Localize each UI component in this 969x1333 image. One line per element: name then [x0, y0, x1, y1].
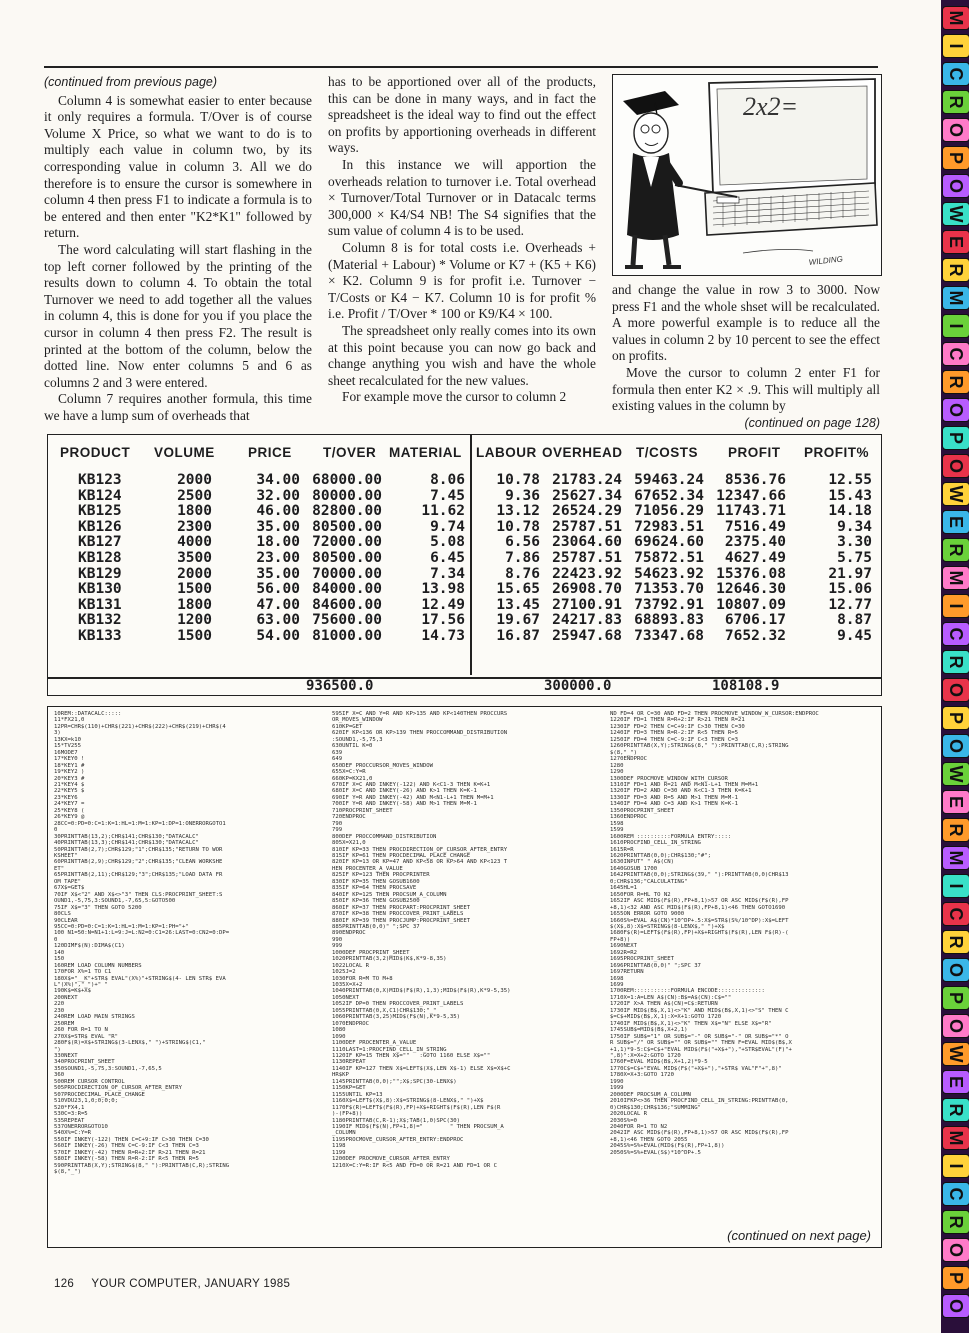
- banner-letter: O: [942, 734, 969, 758]
- table-cell: 19.67: [496, 612, 540, 629]
- table-cell: 12347.66: [716, 487, 786, 504]
- column-profit: [704, 473, 786, 645]
- table-cell: 25787.51: [552, 549, 622, 566]
- table-cell: 12.77: [828, 596, 872, 613]
- column-labour: [478, 473, 540, 645]
- column-overhead: [540, 473, 622, 645]
- table-cell: 26908.70: [552, 581, 622, 598]
- banner-letter: O: [942, 174, 969, 198]
- table-cell: KB129: [78, 565, 122, 582]
- table-cell: 1200: [177, 612, 212, 629]
- magazine-issue: YOUR COMPUTER, JANUARY 1985: [91, 1278, 291, 1290]
- banner-letter: R: [942, 90, 969, 114]
- table-cell: 15.43: [828, 487, 872, 504]
- table-cell: 84600.00: [312, 596, 382, 613]
- table-cell: 35.00: [256, 518, 300, 535]
- table-cell: 21783.24: [552, 472, 622, 488]
- table-cell: 54.00: [256, 627, 300, 644]
- table-cell: 8536.76: [724, 472, 786, 488]
- header-volume: VOLUME: [154, 445, 215, 460]
- listing-column-3: ND FD=4 OR C=30 AND FD=2 THEN PROCMOVE_WINDOW_W_CURSOR:ENDPROC 1220IF FD=1 THEN R=R+2:IF R>21 THEN R=21 1230IF FD=2 THEN C=C+9:IF C>30 THEN C=30 1240IF FD=3 THEN R=R-2:IF R<5 THEN R=5 1250IF FD=4 THEN C=C-9:IF C<3 THEN C=3 1260PRINTTAB(X,Y);STRING$(8," "):PRINTTAB(C,R);STRING $(8,"_") 1270ENDPROC 1280 1290 1300DEF PROCMOVE_WINDOW_WITH_CURSOR 1310IF FD=1 AND R=21 AND M<N1-L+1 THEN M=M+1 1320IF FD=2 AND C=30 AND K<C1-3 THEN K=K+1 1330IF FD=3 AND R=5 AND M>1 THEN M=M-1 1340IF FD=4 AND C=3 AND K>1 THEN K=K-1 1350PROCPRINT_SHEET 1360ENDPROC 1598 1599 1600REM ::::::::::FORMULA ENTRY::::: 1610PROCFIND_CELL_IN_STRING 1615R=R 1620PRINTTAB(0,0);CHR$130;"#"; 1630INPUT" " A$(CN) 1640GOSUB 1700 1642PRINTTAB(0,0);STRING$(39," "):PRINTTAB(0,0)CHR$13 0;CHR$136;"CALCULATING" 1645HL=1 1650FOR R=HL TO N2 1652IF ASC MID$(F$(R),FP+8,1)>57 OR ASC MID$(F$(R),FP +8,1)<32 AND ASC MID$(F$(R),FP+8,1)<46 THEN GOTO1690 1655ON ERROR GOTO 9000 1660S%=EVAL A$(CN)*10^DP+.5:X$=STR$(S%/10^DP):X$=LEFT $(X$,8):X$=STRING$(8-LENX$," ")+X$ 1680F$(R)=LEFT$(F$(R),FP)+X$+RIGHT$(F$(R),LEN F$(R)-( FP+8)) 1690NEXT 1692R=R2 1695PROCPRINT_SHEET 1696PRINTTAB(0,0)" ";SPC 37 1697RETURN 1698 1699 1700REM:::::::::::FORMULA ENCODE:::::::::::::: 1710X=1:A=LEN A$(CN):B$=A$(CN):C$="" 1720IF X>A THEN A$(CN)=C$:RETURN 1730IF MID$(B$,X,1)<>"K" AND MID$(B$,X,1)<>"S" THEN C $=C$+MID$(B$,X,1):X=X+1:GOTO 1720 1740IF MID$(B$,X,1)<>"K" THEN X$="N" ELSE X$="R" 1745SUB$=MID$(B$,X+2,1) 1750IF SUB$="1" OR SUB$="-" OR SUB$="-" OR SUB$="*" O R SUB$="/" OR SUB$="" OR SUB$="" THEN F=EVAL MID$(B$,X +1,1)*9-5:C$=C$+"EVAL MID$(F$("+X$+"),"+STR$EVAL"(F)"+ ",8)":X=X+2:GOTO 1720 1760F=EVAL MID$(B$,X+1,2)*9-5 1770C$=C$+"EVAL MID$(F$("+X$+"),"+STR$ VAL"F"+",8)" 1780X=X+3:GOTO 1720 1990 1999 2000DEF PROCSUM_A_COLUMN 2010IFKP<>36 THEN PROCFIND_CELL_IN_STRING:PRINTTAB(0, 0)CHR$130;CHR$136;"SUMMING" 2020LOCAL R 2030S%=0 2040FOR R=1 TO N2 2042IF ASC MID$(F$(R),FP+8,1)>57 OR ASC MID$(F$(R),FP +8,1)<46 THEN GOTO 2055 2045S%=S%+EVAL(MID$(F$(R),FP+1,8)) 2050S%=S%+EVAL(S$)*10^DP+.5: [610, 711, 819, 1156]
- table-cell: 54623.92: [634, 565, 704, 582]
- article-column-1: [44, 74, 312, 424]
- table-cell: 72983.51: [634, 518, 704, 535]
- table-cell: 7.45: [430, 487, 465, 504]
- banner-letter: I: [942, 314, 969, 338]
- table-cell: 75872.51: [634, 549, 704, 566]
- table-cell: 12646.30: [716, 581, 786, 598]
- article-column-2: [328, 74, 596, 406]
- paragraph: Move the cursor to column 2 enter F1 for formula then enter K2 × .9. This will multiply all existing values in the column by: [612, 364, 880, 414]
- table-cell: 25947.68: [552, 627, 622, 644]
- banner-letter: O: [942, 454, 969, 478]
- column-profit-pct: [800, 473, 872, 645]
- table-cell: 35.00: [256, 565, 300, 582]
- table-cell: 80500.00: [312, 549, 382, 566]
- table-cell: 3500: [177, 549, 212, 566]
- table-cell: 2500: [177, 487, 212, 504]
- paragraph: In this instance we will apportion the overheads relation to turnover i.e. Total overhead × Turnover/Total Turnover or in Datacalc terms 300,000 × K4/S4 NB! The S4 signifies that the sum value of column 4 is to be used.: [328, 156, 596, 239]
- column-divider: [470, 435, 472, 675]
- paragraph: Column 4 is somewhat easier to enter because it only requires a formula. T/Over is of course Volume X Price, so what we want to do is to multiply each value in column two, by its corresponding value in column 3. All we do therefore is to ensure the cursor is somewhere in column 4 then press F1 to indicate a formula is to be entered and then enter "K2*K1" followed by return.: [44, 92, 312, 241]
- table-cell: 6.56: [505, 534, 540, 551]
- banner-letter: R: [942, 1098, 969, 1122]
- table-cell: KB133: [78, 627, 122, 644]
- banner-letter: O: [942, 398, 969, 422]
- table-cell: 13.98: [421, 581, 465, 598]
- table-cell: 23.00: [256, 549, 300, 566]
- table-cell: 6706.17: [724, 612, 786, 629]
- article-column-3: [612, 282, 880, 431]
- paragraph: The spreadsheet only really comes into its own at this point because you can now go back and change anything you wish and have the whole sheet recalculated for the new values.: [328, 322, 596, 388]
- table-cell: 8.06: [430, 472, 465, 488]
- header-material: MATERIAL: [389, 445, 462, 460]
- table-cell: 7652.32: [724, 627, 786, 644]
- page-number: 126: [54, 1278, 75, 1290]
- table-cell: 9.36: [505, 487, 540, 504]
- table-cell: 6.45: [430, 549, 465, 566]
- banner-letter: W: [942, 762, 969, 786]
- table-cell: 56.00: [256, 581, 300, 598]
- header-tcosts: T/COSTS: [636, 445, 699, 460]
- paragraph: The word calculating will start flashing in the top left corner followed by the printing of the results down to column 4. To obtain the total Turnover we need to add together all the values in column 4, this is done for you if you place the cursor in column 4 then press F2. The result is printed at the bottom of the column, below the dotted line. Now enter columns 5 and 6 as columns 2 and 3 were entered.: [44, 241, 312, 390]
- table-cell: 80500.00: [312, 518, 382, 535]
- table-cell: 16.87: [496, 627, 540, 644]
- continued-from-note: (continued from previous page): [44, 75, 218, 89]
- continued-on-note: (continued on page 128): [744, 415, 880, 430]
- paragraph: Column 7 requires another formula, this time we have a lump sum of overheads that: [44, 391, 312, 423]
- banner-letter: R: [942, 538, 969, 562]
- table-cell: KB125: [78, 503, 122, 520]
- table-cell: 4627.49: [724, 549, 786, 566]
- header-profit-pct: PROFIT%: [804, 445, 870, 460]
- screen-text: 2x2=: [743, 92, 799, 121]
- banner-letter: P: [942, 426, 969, 450]
- table-cell: 46.00: [256, 503, 300, 520]
- banner-letter: C: [942, 342, 969, 366]
- table-cell: 84000.00: [312, 581, 382, 598]
- banner-letter: C: [942, 1182, 969, 1206]
- banner-letter: M: [942, 6, 969, 30]
- table-cell: 3.30: [837, 534, 872, 551]
- table-cell: 25627.34: [552, 487, 622, 504]
- table-cell: 69624.60: [634, 534, 704, 551]
- table-cell: 21.97: [828, 565, 872, 582]
- table-cell: 11.62: [421, 503, 465, 520]
- banner-letter: O: [942, 1238, 969, 1262]
- page-footer: [54, 1278, 304, 1290]
- table-cell: 75600.00: [312, 612, 382, 629]
- table-cell: 71056.29: [634, 503, 704, 520]
- table-cell: 13.12: [496, 503, 540, 520]
- table-cell: 11743.71: [716, 503, 786, 520]
- artist-signature: WILDING: [808, 254, 844, 267]
- listing-column-2: 595IF X=C AND Y=R AND KP>135 AND KP<140THEN PROCCURS OR_MOVES_WINDOW 610KP=GET 620IF KP<136 OR KP>139 THEN PROCCOMMAND_DISTRIBUTION :SOUND1,-5,75,3 630UNTIL K=0 639 649 650DEF PROCCURSOR_MOVES_WINDOW 655X=C:Y=R 660KP=KX21,0 670IF X=C AND INKEY(-122) AND K<C1-3 THEN K=K+1 680IF X=C AND INKEY(-26) AND K>1 THEN K=K-1 690IF Y=R AND INKEY(-42) AND M<N1-L+1 THEN M=M+1 700IF Y=R AND INKEY(-58) AND M>1 THEN M=M-1 710PROCPRINT_SHEET 720ENDPROC 790 799 800DEF PROCCOMMAND_DISTRIBUTION 805X=X21,0 810IF KP=33 THEN PROCDIRECTION_OF_CURSOR_AFTER_ENTRY 815IF KP=61 THEN PROCDECIMAL_PLACE_CHANGE 820IF KP=13 OR KP=47 AND KP<58 OR KP>64 AND KP<123 T HEN PROCENTER_A_VALUE 825IF KP=123 THEN PROCPRINTER 830IF KP=35 THEN GOSUB1600 835IF KP=64 THEN PROCSAVE 840IF KP=125 THEN PROCSUM_A_COLUMN 850IF KP=36 THEN GOSUB2500 860IF KP=37 THEN PROCPART:PROCPRINT_SHEET 870IF KP=38 THEN PROCCOVER_PRINT_LABELS 880IF KP=39 THEN PROCJUMP:PROCPRINT_SHEET 885PRINTTAB(0,0)" ";SPC 37 890ENDPROC 990 999 1000DEF PROCPRINT_SHEET 1020PRINTTAB(3,2)MID$(K$,K*9-8,35) 1022LOCAL R 1025J=2 1030FOR R=M TO M+8 1035X=X+2 1040PRINTTAB(0,X)MID$(F$(R),1,3);MID$(F$(R),K*9-5,35) 1050NEXT 1052IF DP=0 THEN PROCCOVER_PRINT_LABELS 1055PRINTTAB(0,X,C1)CHR$130;"_" 1060PRINTTAB(3,25)MID$(F$(N),K*9-5,35) 1070ENDPROC 1080 1090 1100DEF PROCENTER_A_VALUE 1110LAST=1:PROCFIND_CELL_IN_STRING 1120IF KP=15 THEN X$="" :GOTO 1160 ELSE X$="" 1130REPEAT 1140IF KP=127 THEN X$=LEFT$(X$,LEN X$-1) ELSE X$=X$+C HR$KP 1145PRINTTAB(0,0);"";X$;SPC(30-LENX$) 1150KP=GET 1155UNTIL KP=13 1160X$=LEFT$(X$,8):X$=STRING$(8-LENX$," ")+X$ 1170F$(R)=LEFT$(F$(R),FP)+X$+RIGHT$(F$(R),LEN F$(R )-(FP+8)) 1180PRINTTAB(C,R-1);X$;TAB(1,0)SPC(30) 1190IF MID$(F$(N),FP+1,8)=" " THEN PROCSUM_A _COLUMN 1195PROCMOVE_CURSOR_AFTER_ENTRY:ENDPROC 1198 1199 1200DEF PROCMOVE_CURSOR_AFTER_ENTRY 1210X=C:Y=R:IF R<5 AND FD=0 OR R=21 AND FD=1 OR C: [332, 711, 511, 1169]
- banner-letter: I: [942, 594, 969, 618]
- banner-letter: R: [942, 930, 969, 954]
- banner-letter: R: [942, 1210, 969, 1234]
- table-cell: 10.78: [496, 518, 540, 535]
- table-cell: 67652.34: [634, 487, 704, 504]
- banner-letter: O: [942, 118, 969, 142]
- table-cell: 10.78: [496, 472, 540, 488]
- banner-letter: R: [942, 258, 969, 282]
- micropower-side-banner: [941, 0, 969, 1333]
- table-cell: 32.00: [256, 487, 300, 504]
- table-cell: 12.49: [421, 596, 465, 613]
- column-price: [236, 473, 300, 645]
- table-cell: KB132: [78, 612, 122, 629]
- table-cell: 14.73: [421, 627, 465, 644]
- table-cell: 15376.08: [716, 565, 786, 582]
- banner-letter: C: [942, 62, 969, 86]
- paragraph: Column 8 is for total costs i.e. Overheads + (Material + Labour) * Volume or K7 + (K5 + K6) × K2. Column 9 is for profit i.e. Turnover − T/Costs or K4 − K7. Column 10 is for profit % i.e. Profit / T/Over * 100 or K9/K4 × 100.: [328, 239, 596, 322]
- total-overhead: 300000.0: [544, 678, 612, 694]
- table-cell: 10807.09: [716, 596, 786, 613]
- table-cell: 82800.00: [312, 503, 382, 520]
- table-cell: 8.87: [837, 612, 872, 629]
- table-cell: 13.45: [496, 596, 540, 613]
- table-cell: 1800: [177, 503, 212, 520]
- paragraph: and change the value in row 3 to 3000. Now press F1 and the whole shset will be recalculated. A more powerful example is to reduce all the values in column 2 by 10 percent to see the effect on profits.: [612, 282, 880, 364]
- table-cell: 68000.00: [312, 472, 382, 488]
- header-tover: T/OVER: [323, 445, 377, 460]
- table-cell: 14.18: [828, 503, 872, 520]
- banner-letter: W: [942, 202, 969, 226]
- table-cell: KB131: [78, 596, 122, 613]
- banner-letter: R: [942, 370, 969, 394]
- table-cell: 1500: [177, 627, 212, 644]
- table-cell: 59463.24: [634, 472, 704, 488]
- table-cell: 23064.60: [552, 534, 622, 551]
- banner-letter: O: [942, 678, 969, 702]
- total-tover: 936500.0: [306, 678, 374, 694]
- table-cell: 24217.83: [552, 612, 622, 629]
- table-cell: KB128: [78, 549, 122, 566]
- table-cell: 2375.40: [724, 534, 786, 551]
- table-cell: 15.65: [496, 581, 540, 598]
- spreadsheet-table: [47, 434, 882, 696]
- table-cell: 2300: [177, 518, 212, 535]
- column-tover: [300, 473, 382, 645]
- banner-letter: R: [942, 650, 969, 674]
- header-profit: PROFIT: [728, 445, 781, 460]
- table-cell: 1800: [177, 596, 212, 613]
- banner-letter: O: [942, 1294, 969, 1318]
- banner-letter: C: [942, 622, 969, 646]
- table-cell: 68893.83: [634, 612, 704, 629]
- header-overhead: OVERHEAD: [542, 445, 623, 460]
- banner-letter: E: [942, 230, 969, 254]
- table-cell: 80000.00: [312, 487, 382, 504]
- listing-column-1: 10REM::DATACALC::::: 11*FX21,0 12PR=CHR$(110)+CHR$(221)+CHR$(222)+CHR$(219)+CHR$(4 3) 13KX=k10 15*TV255 16MODE7 17*KEY0 ! 18*KEY1 # 19*KEY2 ) 20*KEY3 # 21*KEY4 $ 22*KEY5 $ 23*KEY6 24*KEY7 = 25*KEY8 ( 26*KEY9 @ 28CC=0:PD=0:C=1:K=1:HL=1:M=1:KP=1:DP=1:ONERRORGOTO1 0 30PRINTTAB(13,2);CHR$141;CHR$130;"DATACALC" 40PRINTTAB(13,3);CHR$141;CHR$130;"DATACALC" 50PRINTTAB(2,7);CHR$129;"1";CHR$135;"RETURN TO WOR KSHEET" 60PRINTTAB(2,9);CHR$129;"2";CHR$135;"CLEAN WORKSHE ET" 65PRINTTAB(2,11);CHR$129;"3";CHR$135;"LOAD DATA FR OM TAPE" 67X$=GET$ 70IF X$<"2" AND X$<>"3" THEN CLS:PROCPRINT_SHEET:S OUND1,-5,75,3:SOUND1,-7,65,5:GOTO500 75IF X$="3" THEN GOTO 5200 80CLS 90CLEAR 95CC=0:PD=0:C=1:K=1:HL=1:M=1:KP=1:PH="+" 100 N1=50:N=N1+1:L=9:J=L:N2=0:C1=26:LAST=0:CN2=0:DP= 0 120DIMF$(N):DIMA$(C1) 140 150 160REM LOAD COLUMN NUMBERS 170FOR X%=1 TO C1 180X$="__K"+STR$ EVAL"(X%)"+STRING$(4- LEN STR$ EVA L"(X%)","_")+" " 190K$=K$+X$ 200NEXT 220 230 240REM LOAD MAIN STRINGS 250REM 260 FOR R=1 TO N 270X$=STR$ EVAL "R" 280F$(R)=X$+STRING$(3-LENX$," ")+STRING$(C1," ") 330NEXT 340PROCPRINT_SHEET 350SOUND1,-5,75,3:SOUND1,-7,65,5 360 500REM CURSOR CONTROL 505PROCDIRECTION_OF_CURSOR_AFTER_ENTRY 507PROCDECIMAL_PLACE_CHANGE 510VDU23,1,0;0;0;0; 520*FX4,1 530C=3:R=5 535REPEAT 537ONERRORGOTO10 540X%=C:Y=R 550IF INKEY(-122) THEN C=C+9:IF C>30 THEN C=30 560IF INKEY(-26) THEN C=C-9:IF C<3 THEN C=3 570IF INKEY(-42) THEN R=R+2:IF R>21 THEN R=21 580IF INKEY(-58) THEN R=R-2:IF R<5 THEN R=5 590PRINTTAB(X,Y);STRING$(8," "):PRINTTAB(C,R);STRING $(8,"_"): [54, 711, 230, 1176]
- table-cell: 7516.49: [724, 518, 786, 535]
- table-cell: 9.74: [430, 518, 465, 535]
- program-listing: [47, 706, 882, 1248]
- banner-letter: W: [942, 482, 969, 506]
- header-labour: LABOUR: [476, 445, 537, 460]
- table-cell: 7.86: [505, 549, 540, 566]
- table-cell: 73792.91: [634, 596, 704, 613]
- banner-letter: O: [942, 958, 969, 982]
- banner-letter: M: [942, 1126, 969, 1150]
- table-cell: 4000: [177, 534, 212, 551]
- table-cell: 34.00: [256, 472, 300, 488]
- table-cell: 63.00: [256, 612, 300, 629]
- table-cell: 7.34: [430, 565, 465, 582]
- table-cell: 15.06: [828, 581, 872, 598]
- table-cell: 22423.92: [552, 565, 622, 582]
- banner-letter: M: [942, 286, 969, 310]
- table-cell: KB124: [78, 487, 122, 504]
- table-cell: 81000.00: [312, 627, 382, 644]
- header-product: PRODUCT: [60, 445, 131, 460]
- banner-letter: I: [942, 874, 969, 898]
- table-cell: KB130: [78, 581, 122, 598]
- table-cell: 9.34: [837, 518, 872, 535]
- table-cell: KB123: [78, 472, 122, 488]
- professor-computer-drawing: [613, 75, 881, 275]
- banner-letter: M: [942, 846, 969, 870]
- table-cell: 17.56: [421, 612, 465, 629]
- header-price: PRICE: [248, 445, 292, 460]
- banner-letter: O: [942, 1014, 969, 1038]
- cartoon-illustration: [612, 74, 882, 276]
- table-cell: 25787.51: [552, 518, 622, 535]
- banner-letter: R: [942, 818, 969, 842]
- table-cell: 72000.00: [312, 534, 382, 551]
- continued-next-note: (continued on next page): [727, 1228, 871, 1243]
- banner-letter: I: [942, 1154, 969, 1178]
- table-cell: KB127: [78, 534, 122, 551]
- table-cell: 8.76: [505, 565, 540, 582]
- paragraph: has to be apportioned over all of the products, this can be done in many ways, and in fact the spreadsheet is the ideal way to find out the effect on profits by apportioning overheads in different ways.: [328, 74, 596, 156]
- table-cell: 27100.91: [552, 596, 622, 613]
- top-rule: [44, 66, 878, 68]
- banner-letter: P: [942, 1266, 969, 1290]
- table-cell: 12.55: [828, 472, 872, 488]
- column-product: [78, 473, 138, 645]
- table-cell: KB126: [78, 518, 122, 535]
- banner-letter: I: [942, 34, 969, 58]
- banner-letter: M: [942, 566, 969, 590]
- table-cell: 71353.70: [634, 581, 704, 598]
- table-cell: 5.08: [430, 534, 465, 551]
- table-cell: 5.75: [837, 549, 872, 566]
- table-cell: 1500: [177, 581, 212, 598]
- banner-letter: C: [942, 902, 969, 926]
- banner-letter: P: [942, 706, 969, 730]
- column-tcosts: [622, 473, 704, 645]
- paragraph: For example move the cursor to column 2: [342, 389, 567, 405]
- banner-letter: E: [942, 790, 969, 814]
- banner-letter: E: [942, 1070, 969, 1094]
- banner-letter: E: [942, 510, 969, 534]
- table-cell: 18.00: [256, 534, 300, 551]
- column-material: [398, 473, 465, 645]
- table-cell: 9.45: [837, 627, 872, 644]
- banner-letter: P: [942, 146, 969, 170]
- table-cell: 70000.00: [312, 565, 382, 582]
- table-cell: 26524.29: [552, 503, 622, 520]
- table-cell: 73347.68: [634, 627, 704, 644]
- banner-letter: P: [942, 986, 969, 1010]
- table-cell: 2000: [177, 472, 212, 488]
- column-volume: [148, 473, 212, 645]
- table-cell: 2000: [177, 565, 212, 582]
- banner-letter: W: [942, 1042, 969, 1066]
- total-profit: 108108.9: [712, 678, 780, 694]
- table-cell: 47.00: [256, 596, 300, 613]
